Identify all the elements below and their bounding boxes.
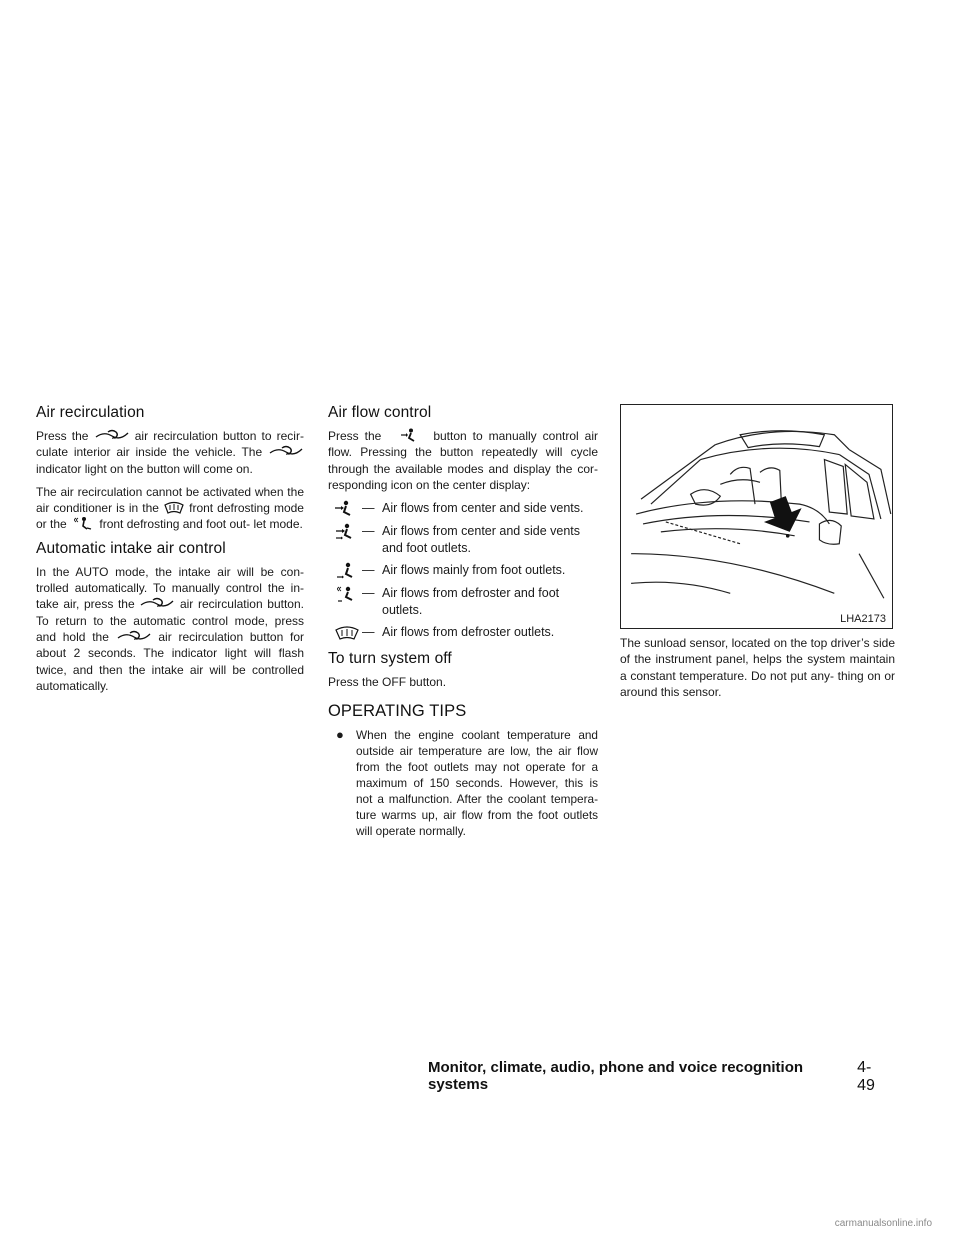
recirculation-icon: [94, 428, 130, 443]
section-heading-air-flow: Air flow control: [328, 404, 432, 421]
front-defrost-icon: [163, 500, 185, 515]
recirculation-icon: [268, 444, 304, 459]
page-footer: [428, 1059, 888, 1095]
figure-label: LHA2173: [840, 613, 886, 625]
air-flow-icon: [387, 428, 427, 443]
recirculation-icon: [139, 596, 175, 611]
page-number: 4-49: [857, 1059, 875, 1094]
paragraph: Press the air recirculation button to recir- culate interior air inside the vehicle. The indicator light on the button will come on.: [36, 429, 304, 476]
sunload-sensor-illustration: [620, 404, 893, 629]
column-middle: [328, 404, 598, 839]
paragraph: Press the button to manually control air flow. Pressing the button repeatedly will cycle through the available modes and display the cor- responding icon on the center display:: [328, 429, 598, 492]
defrost-foot-icon: [70, 516, 96, 531]
foot-mode-icon: [332, 562, 362, 580]
column-left: [36, 404, 304, 701]
chapter-title: Monitor, climate, audio, phone and voice recognition systems: [428, 1059, 804, 1093]
section-heading-automatic-intake: Automatic intake air control: [36, 539, 226, 557]
column-right: [620, 404, 895, 707]
vent-mode-icon: [332, 500, 362, 518]
watermark: carmanualsonline.info: [834, 1218, 932, 1229]
list-item: — Air flows mainly from foot outlets.: [328, 562, 598, 580]
list-item: — Air flows from defroster outlets.: [328, 624, 598, 642]
paragraph: The air recirculation cannot be activated when the air conditioner is in the front defrosting mode or the front defrosting and foot out- let mode.: [36, 484, 304, 532]
paragraph: Press the OFF button.: [328, 675, 447, 690]
list-item: ● When the engine coolant temperature and outside air temperature are low, the air flow from the foot outlets may not operate for a maximum of 150 seconds. However, this is not a malfunction. After the coolant tempera- ture warms up, air flow from the foot outlets will operate normally.: [336, 727, 598, 839]
section-heading-air-recirculation: Air recirculation: [36, 404, 145, 421]
paragraph: In the AUTO mode, the intake air will be con- trolled automatically. To manually control the in- take air, press the air recirculation button. To return to the automatic control mode, press and hold the air recirculation button for about 2 seconds. The indicator light will flash twice, and then the intake air will be controlled automatically.: [36, 564, 304, 693]
defrost-mode-icon: [332, 624, 362, 642]
list-item: — Air flows from defroster and foot outlets.: [328, 585, 598, 619]
air-flow-mode-list: [328, 500, 598, 642]
figure-caption: The sunload sensor, located on the top driver’s side of the instrument panel, helps the system maintain a constant temperature. Do not put any- thing on or around this sensor.: [620, 636, 895, 699]
car-dashboard-drawing: [621, 405, 892, 628]
defrost-foot-mode-icon: [332, 585, 362, 603]
section-heading-turn-off: To turn system off: [328, 650, 452, 668]
recirculation-icon: [116, 629, 152, 644]
bi-level-mode-icon: [332, 523, 362, 541]
list-item: — Air flows from center and side vents.: [328, 500, 598, 518]
list-item: — Air flows from center and side vents and foot outlets.: [328, 523, 598, 557]
section-heading-operating-tips: OPERATING TIPS: [328, 702, 467, 721]
